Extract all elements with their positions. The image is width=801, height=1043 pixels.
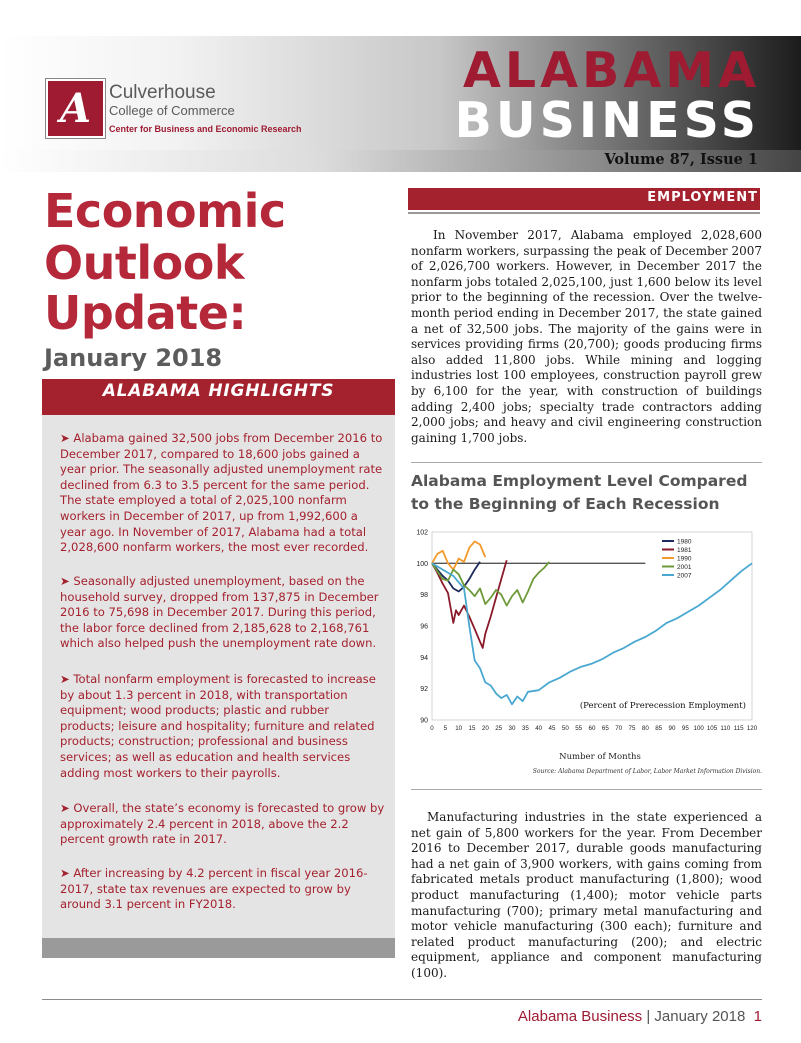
legend-label-2007: 2007 bbox=[677, 572, 692, 580]
x-tick-label: 65 bbox=[601, 725, 609, 732]
x-tick-label: 45 bbox=[548, 725, 556, 732]
x-tick-label: 115 bbox=[733, 725, 744, 732]
x-tick-label: 80 bbox=[641, 725, 649, 732]
employment-paragraph-2: Manufacturing industries in the state experienced a net gain of 5,800 workers for the year. From December 2016 to December 2017, durable goods manufacturing had a net gain of 3,900 workers, with gains coming from fabricated metals product manufacturing (1,800); wood product manufacturing (1,400); motor vehicle parts manufacturing (700); primary metal manufacturing and motor vehicle manufacturing (300 each); furniture and related product manufacturing (200); and electric equipment, appliance and component manufacturing (100). bbox=[411, 810, 762, 980]
page-footer bbox=[400, 1008, 762, 1025]
highlight-item: ➤ Alabama gained 32,500 jobs from December 2016 to December 2017, compared to 18,600 jobs gained a year prior. The seasonally adjusted unemployment rate declined from 6.3 to 3.5 percent for the same period. The state employed a total of 2,025,100 nonfarm workers in December of 2017, up from 1,992,600 a year ago. In November of 2017, Alabama had a total 2,028,600 nonfarm workers, the most ever recorded. bbox=[60, 431, 383, 555]
x-tick-label: 60 bbox=[588, 725, 596, 732]
page-subtitle: January 2018 bbox=[44, 344, 223, 372]
highlight-item: ➤ After increasing by 4.2 percent in fiscal year 2016-2017, state tax revenues are expected to grow by around 3.1 percent in FY2018. bbox=[60, 866, 368, 912]
footer-separator: | bbox=[646, 1008, 651, 1025]
x-tick-label: 95 bbox=[681, 725, 689, 732]
employment-chart bbox=[406, 522, 756, 746]
chart-divider-bottom bbox=[411, 789, 762, 790]
section-divider bbox=[408, 212, 760, 214]
footer-page-number: 1 bbox=[753, 1008, 762, 1025]
volume-issue: Volume 87, Issue 1 bbox=[604, 151, 758, 168]
legend-label-1980: 1980 bbox=[677, 538, 692, 546]
x-tick-label: 55 bbox=[575, 725, 583, 732]
arrow-bullet-icon: ➤ bbox=[60, 801, 70, 815]
arrow-bullet-icon: ➤ bbox=[60, 431, 70, 445]
chart-annotation: (Percent of Prerecession Employment) bbox=[579, 701, 746, 711]
footer-publication: Alabama Business bbox=[517, 1008, 643, 1025]
plot-area bbox=[432, 532, 752, 720]
logo-letter: A bbox=[59, 84, 92, 132]
page-title-line-3: Update: bbox=[44, 286, 247, 340]
x-tick-label: 5 bbox=[443, 725, 448, 732]
arrow-bullet-icon: ➤ bbox=[60, 866, 70, 880]
x-tick-label: 30 bbox=[508, 725, 516, 732]
x-tick-label: 15 bbox=[468, 725, 476, 732]
university-logo bbox=[46, 79, 105, 138]
x-tick-label: 25 bbox=[495, 725, 503, 732]
y-tick-label: 92 bbox=[420, 686, 428, 694]
legend-label-1990: 1990 bbox=[677, 555, 692, 563]
masthead-business: BUSINESS bbox=[454, 92, 760, 149]
x-tick-label: 105 bbox=[706, 725, 718, 732]
x-tick-label: 70 bbox=[615, 725, 623, 732]
x-tick-label: 85 bbox=[655, 725, 663, 732]
x-tick-label: 75 bbox=[628, 725, 636, 732]
center-name: Center for Business and Economic Research bbox=[109, 124, 302, 134]
y-tick-label: 100 bbox=[416, 560, 428, 568]
chart-divider-top bbox=[411, 462, 762, 463]
y-tick-label: 98 bbox=[420, 592, 428, 600]
y-tick-label: 94 bbox=[420, 654, 428, 662]
employment-heading: EMPLOYMENT bbox=[647, 190, 758, 205]
y-tick-label: 102 bbox=[416, 529, 428, 537]
x-tick-label: 35 bbox=[521, 725, 529, 732]
arrow-bullet-icon: ➤ bbox=[60, 672, 70, 686]
x-tick-label: 0 bbox=[430, 725, 434, 732]
chart-title: Alabama Employment Level Compared to the Beginning of Each Recession bbox=[411, 472, 748, 513]
x-tick-label: 90 bbox=[668, 725, 676, 732]
x-tick-label: 110 bbox=[720, 725, 731, 732]
footer-date: January 2018 bbox=[654, 1008, 746, 1025]
page-title-line-1: Economic bbox=[44, 184, 286, 238]
page-title-line-2: Outlook bbox=[44, 236, 244, 290]
college-name: Culverhouse bbox=[109, 82, 216, 103]
x-tick-label: 100 bbox=[693, 725, 704, 732]
highlight-item: ➤ Seasonally adjusted unemployment, based on the household survey, dropped from 137,875 in December 2016 to 75,698 in December 2017. During this period, the labor force declined from 2,185,628 to 2,168,761 which also helped push the unemployment rate down. bbox=[60, 574, 379, 651]
legend-label-1981: 1981 bbox=[677, 547, 692, 554]
masthead-alabama: ALABAMA bbox=[462, 42, 760, 99]
highlight-item: ➤ Overall, the state’s economy is forecasted to grow by approximately 2.4 percent in 2018, above the 2.2 percent growth rate in 2017. bbox=[60, 801, 385, 847]
x-tick-label: 10 bbox=[455, 725, 463, 732]
chart-x-axis-label: Number of Months bbox=[559, 752, 641, 762]
footer-rule bbox=[42, 999, 762, 1000]
arrow-bullet-icon: ➤ bbox=[60, 574, 70, 588]
employment-paragraph-1: In November 2017, Alabama employed 2,028,600 nonfarm workers, surpassing the peak of December 2007 of 2,026,700 workers. However, in December 2017 the nonfarm jobs totaled 2,025,100, just 1,600 below its level prior to the beginning of the recession. Over the twelve-month period ending in December 2017, the state gained a net of 32,500 jobs. The majority of the gains were in services providing firms (20,700); goods producing firms also added 11,800 jobs. While mining and logging industries lost 100 employees, construction payroll grew by 6,100 for the year, with construction of buildings adding 2,400 jobs; specialty trade contractors adding 2,000 jobs; and heavy and civil engineering construction gaining 1,700 jobs. bbox=[411, 228, 762, 445]
x-tick-label: 120 bbox=[746, 725, 758, 732]
chart-source-note: Source: Alabama Department of Labor, Labor Market Information Division. bbox=[532, 768, 762, 775]
x-tick-label: 40 bbox=[535, 725, 543, 732]
college-subname: College of Commerce bbox=[109, 103, 235, 118]
x-tick-label: 20 bbox=[481, 725, 489, 732]
highlights-footer-bar bbox=[42, 938, 395, 958]
legend-label-2001: 2001 bbox=[677, 564, 692, 571]
highlights-heading: ALABAMA HIGHLIGHTS bbox=[102, 381, 335, 401]
x-tick-label: 50 bbox=[561, 725, 569, 732]
y-tick-label: 90 bbox=[420, 717, 428, 725]
y-tick-label: 96 bbox=[420, 623, 428, 631]
highlight-item: ➤ Total nonfarm employment is forecasted to increase by about 1.3 percent in 2018, with transportation equipment; wood products; plastic and rubber products; leisure and hospitality; furniture and related products; construction; professional and business services; as well as education and health services adding most workers to their payrolls. bbox=[60, 672, 376, 780]
